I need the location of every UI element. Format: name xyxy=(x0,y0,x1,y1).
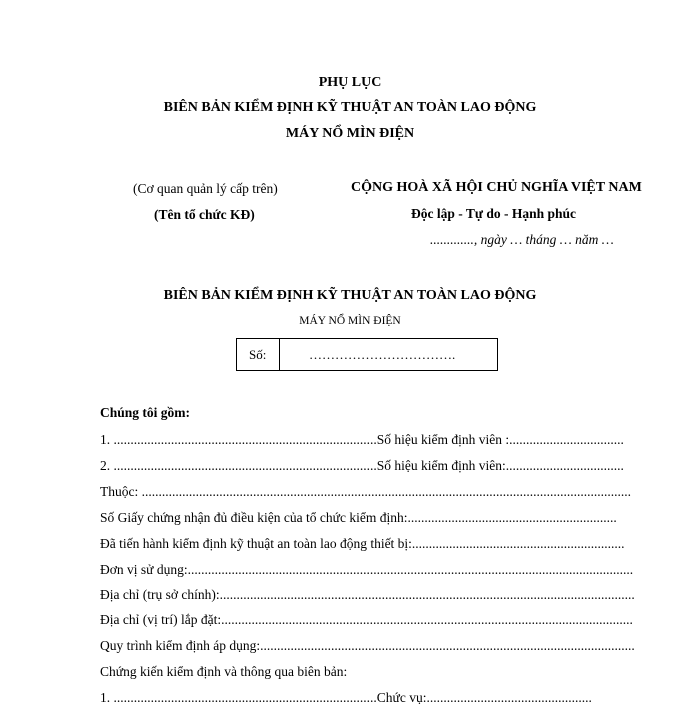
user-unit-line: Đơn vị sử dụng:.................................................................................................................................... xyxy=(100,562,634,577)
head-office-address-line: Địa chỉ (trụ sở chính):........................................................................................................................... xyxy=(100,587,635,602)
record-number-label: Số: xyxy=(249,347,267,362)
national-motto: Độc lập - Tự do - Hạnh phúc xyxy=(411,206,577,221)
record-number-divider xyxy=(279,339,280,370)
affiliation-line: Thuộc: ................................................................................................................................................. xyxy=(100,484,631,499)
certificate-number-line: Số Giấy chứng nhận đủ điều kiện của tổ chức kiểm định:.............................................................. xyxy=(100,510,617,525)
inspection-procedure-line: Quy trình kiểm định áp dụng:............................................................................................................... xyxy=(100,638,635,653)
installation-address-line: Địa chỉ (vị trí) lắp đặt:.......................................................................................................................... xyxy=(100,612,633,627)
record-title: BIÊN BẢN KIỂM ĐỊNH KỸ THUẬT AN TOÀN LAO ĐỘNG xyxy=(163,288,537,303)
appendix-heading: PHỤ LỤC xyxy=(318,75,382,90)
record-number-box xyxy=(236,338,498,371)
equipment-inspected-line: Đã tiến hành kiểm định kỹ thuật an toàn lao động thiết bị:............................................................... xyxy=(100,536,625,551)
superior-agency-label: (Cơ quan quản lý cấp trên) xyxy=(133,181,278,196)
date-line: ............., ngày … tháng … năm … xyxy=(430,232,614,247)
record-number-value: ……………………………. xyxy=(309,347,456,362)
organization-name-label: (Tên tổ chức KĐ) xyxy=(154,207,255,222)
inspector-1-line: 1. ..............................................................................Số hiệu kiểm định viên :.................................. xyxy=(100,432,624,447)
record-subtitle: MÁY NỔ MÌN ĐIỆN xyxy=(299,315,401,327)
document-title: BIÊN BẢN KIỂM ĐỊNH KỸ THUẬT AN TOÀN LAO ĐỘNG xyxy=(163,100,537,115)
document-subtitle: MÁY NỔ MÌN ĐIỆN xyxy=(285,126,415,141)
participants-heading: Chúng tôi gồm: xyxy=(100,405,191,420)
country-name: CỘNG HOÀ XÃ HỘI CHỦ NGHĨA VIỆT NAM xyxy=(351,180,642,195)
inspector-2-line: 2. ..............................................................................Số hiệu kiểm định viên:................................... xyxy=(100,458,624,473)
witness-heading: Chứng kiến kiểm định và thông qua biên bản: xyxy=(100,664,348,679)
witness-1-line: 1. ..............................................................................Chức vụ:................................................. xyxy=(100,690,592,705)
